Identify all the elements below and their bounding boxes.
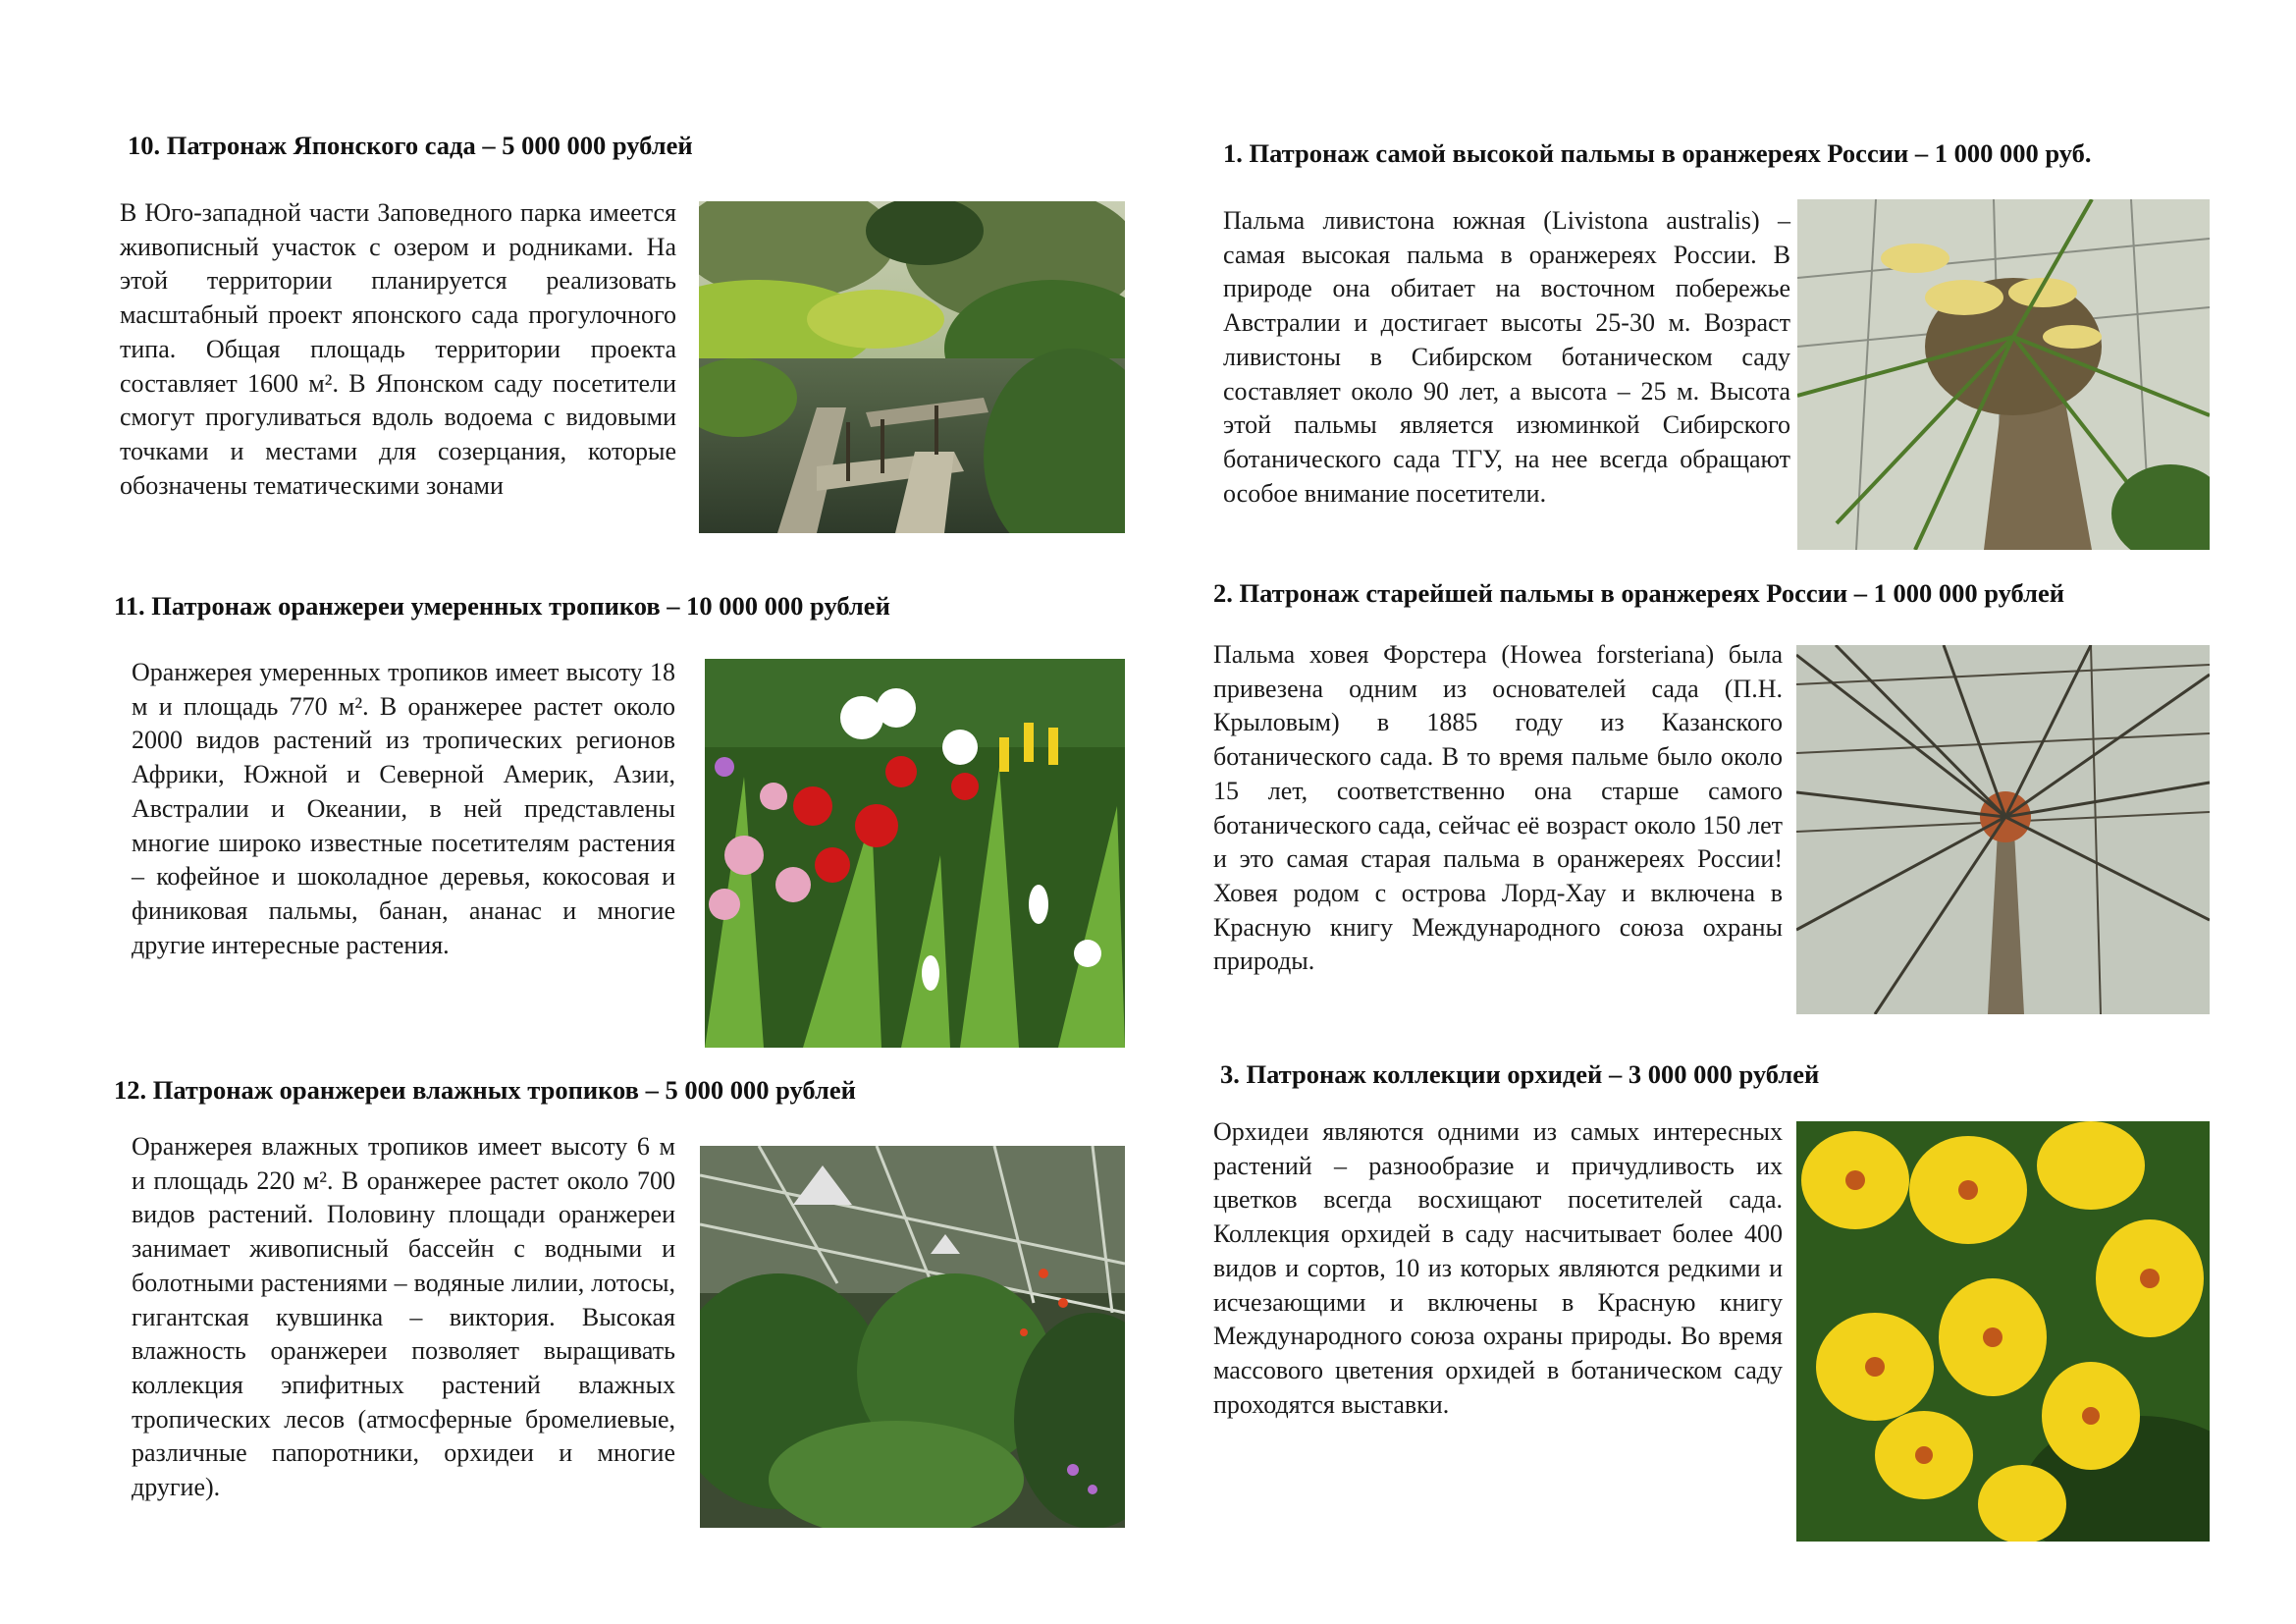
heading-oldest-palm: 2. Патронаж старейшей пальмы в оранжереях России – 1 000 000 рублей — [1213, 578, 2065, 608]
heading-temperate-tropics: 11. Патронаж оранжереи умеренных тропиков – 10 000 000 рублей — [114, 591, 890, 621]
text-temperate-tropics: Оранжерея умеренных тропиков имеет высоту 18 м и площадь 770 м². В оранжерее растет около 2000 видов растений из тропических регионов Африки, Южной и Северной Америк, Азии, Австралии и Океании, в ней представлены многие широко известные посетителям растения – кофейное и шоколадное деревья, кокосовая и финиковая пальмы, банан, ананас и многие другие интересные растения. — [132, 658, 675, 959]
text-orchids: Орхидеи являются одними из самых интересных растений – разнообразие и причудливость их цветков всегда восхищают посетителей сада. Коллекция орхидей в саду насчитывает более 400 видов и сортов, 10 из которых являются редкими и исчезающими и включены в Красную книгу Международного союза охраны природы. Во время массового цветения орхидей в ботаническом саду проходятся выставки. — [1213, 1117, 1783, 1419]
photo-oldest-palm — [1796, 645, 2210, 1014]
heading-tallest-palm: 1. Патронаж самой высокой пальмы в оранжереях России – 1 000 000 руб. — [1223, 138, 2092, 168]
photo-humid-tropics — [700, 1146, 1125, 1528]
heading-japanese-garden: 10. Патронаж Японского сада – 5 000 000 рублей — [128, 131, 693, 160]
photo-orchids — [1796, 1121, 2210, 1542]
heading-humid-tropics: 12. Патронаж оранжереи влажных тропиков – 5 000 000 рублей — [114, 1075, 856, 1105]
text-humid-tropics: Оранжерея влажных тропиков имеет высоту 6 м и площадь 220 м². В оранжерее растет около 700 видов растений. Половину площади оранжереи занимает живописный бассейн с водными и болотными растениями – водяные лилии, лотосы, гигантская кувшинка – виктория. Высокая влажность оранжереи позволяет выращивать коллекция эпифитных растений влажных тропических лесов (атмосферные бромелиевые, различные папоротники, орхидеи и многие другие). — [132, 1132, 675, 1502]
photo-japanese-garden — [699, 201, 1125, 533]
photo-temperate-tropics — [705, 659, 1125, 1048]
text-japanese-garden: В Юго-западной части Заповедного парка имеется живописный участок с озером и родниками. На этой территории планируется реализовать масштабный проект японского сада прогулочного типа. Общая площадь территории проекта составляет 1600 м². В Японском саду посетители смогут прогуливаться вдоль водоема с видовыми точками и местами для созерцания, которые обозначены тематическими зонами — [120, 198, 676, 500]
text-oldest-palm: Пальма ховея Форстера (Howea forsteriana) была привезена одним из основателей сада (П.Н. Крыловым) в 1885 году из Казанского ботанического сада. В то время пальме было около 15 лет, соответственно она старше самого ботанического сада, сейчас её возраст около 150 лет и это самая старая пальма в оранжереях России! Ховея родом с острова Лорд-Хау и включена в Красную книгу Международного союза охраны природы. — [1213, 640, 1783, 976]
photo-tallest-palm — [1797, 199, 2210, 550]
heading-orchids: 3. Патронаж коллекции орхидей – 3 000 000 рублей — [1220, 1059, 1820, 1089]
text-tallest-palm: Пальма ливистона южная (Livistona australis) – самая высокая пальма в оранжереях России. В природе она обитает на восточном побережье Австралии и достигает высоты 25-30 м. Возраст ливистоны в Сибирском ботаническом саду составляет около 90 лет, а высота – 25 м. Высота этой пальмы является изюминкой Сибирского ботанического сада ТГУ, на нее всегда обращают особое внимание посетители. — [1223, 206, 1790, 508]
